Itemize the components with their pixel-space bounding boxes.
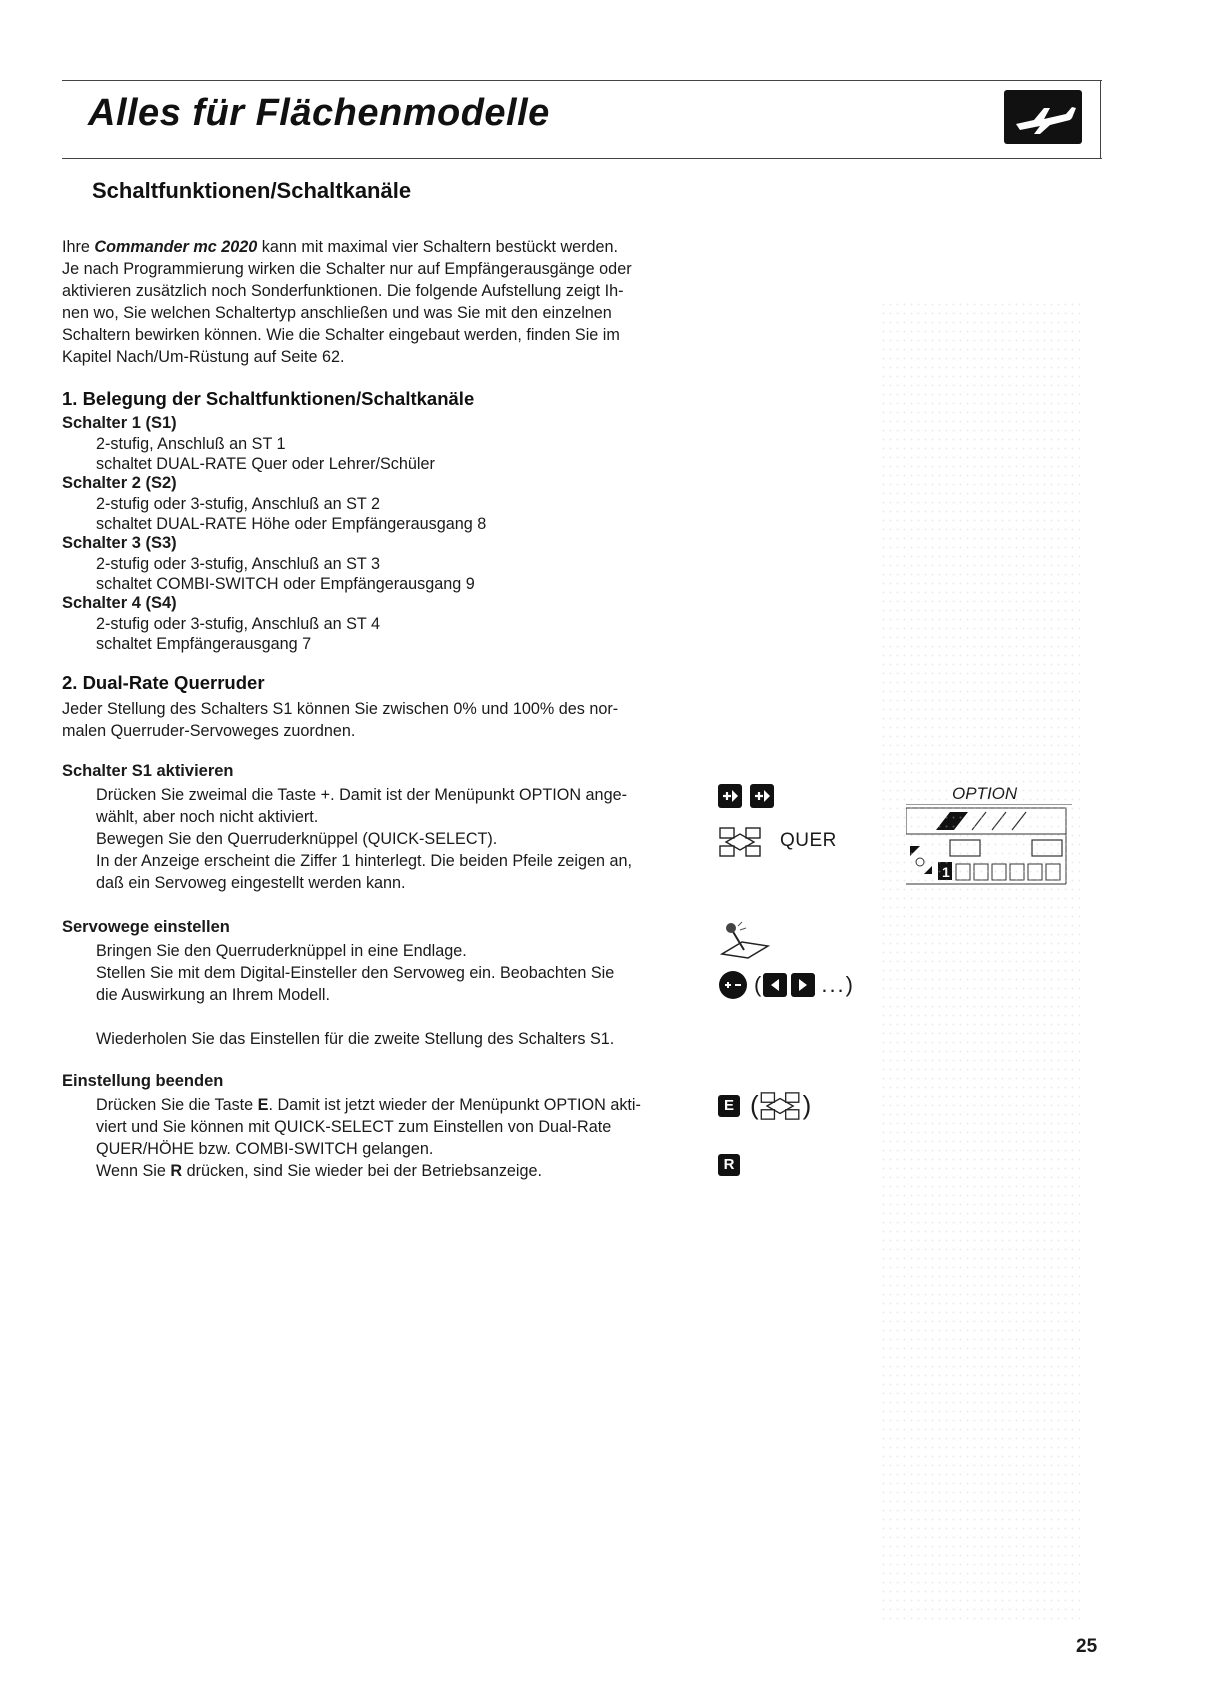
r-key-icon: R: [718, 1154, 740, 1176]
plus-key-icon: [718, 784, 782, 808]
control-stick-icon: [718, 920, 772, 965]
header-rule-bottom: [62, 158, 1102, 159]
header-rule-right: [1100, 80, 1101, 159]
switch-2-line2: schaltet DUAL-RATE Höhe oder Empfängerausgang 8: [96, 515, 487, 533]
servowege-heading: Servowege einstellen: [62, 918, 230, 936]
quick-select-icon-2: [759, 1091, 803, 1121]
dualrate-heading: 2. Dual-Rate Querruder: [62, 672, 265, 693]
scan-noise: [880, 300, 1080, 1620]
lcd-digit: 1: [942, 864, 950, 880]
brand-name: Commander mc 2020: [94, 238, 258, 256]
belegung-heading: 1. Belegung der Schaltfunktionen/Schaltkanäle: [62, 388, 475, 409]
dualrate-text: Jeder Stellung des Schalters S1 können Sie zwischen 0% und 100% des nor- malen Querruder-Servoweges zuordnen.: [62, 700, 619, 740]
switch-4-line2: schaltet Empfängerausgang 7: [96, 635, 312, 653]
airplane-icon: [1004, 90, 1082, 144]
paren-open: (: [754, 972, 762, 997]
switch-3-name: Schalter 3 (S3): [62, 534, 177, 552]
aktivieren-text: Drücken Sie zweimal die Taste +. Damit ist der Menüpunkt OPTION ange- wählt, aber noch nicht aktiviert. Bewegen Sie den Querruderknüppel (QUICK-SELECT). In der Anzeige erscheint die Ziffer 1 hinterlegt. Die beiden Pfeile zeigen an, daß ein Servoweg eingestellt werden kann.: [96, 786, 633, 892]
header-rule-top: [62, 80, 1102, 81]
switch-4-name: Schalter 4 (S4): [62, 594, 177, 612]
r-key-row: [718, 1154, 740, 1176]
e-key-row: [718, 1090, 811, 1121]
switch-1-line1: 2-stufig, Anschluß an ST 1: [96, 435, 286, 453]
switch-3-line1: 2-stufig oder 3-stufig, Anschluß an ST 3: [96, 555, 381, 573]
e-key-icon: E: [718, 1095, 740, 1117]
switch-3-line2: schaltet COMBI-SWITCH oder Empfängerausgang 9: [96, 575, 475, 593]
switch-2-line1: 2-stufig oder 3-stufig, Anschluß an ST 2: [96, 495, 381, 513]
quer-label: QUER: [780, 830, 837, 851]
switch-1-line2: schaltet DUAL-RATE Quer oder Lehrer/Schüler: [96, 455, 435, 473]
ellipsis-close: ...): [821, 972, 855, 997]
page-number: 25: [1076, 1636, 1098, 1657]
beenden-text: Drücken Sie die Taste E. Damit ist jetzt wieder der Menüpunkt OPTION akti- viert und Sie können mit QUICK-SELECT zum Einstellen von Dual-Rate QUER/HÖHE bzw. COMBI-SWITCH gelangen. Wenn Sie R drücken, sind Sie wieder bei der Betriebsanzeige.: [96, 1096, 641, 1180]
intro-paragraph: Ihre Commander mc 2020 kann mit maximal vier Schaltern bestückt werden. Je nach Programmierung wirken die Schalter nur auf Empfängerausgänge oder aktivieren zusätzlich noch Sonderfunktionen. Die folgende Aufstellung zeigt Ih- nen wo, Sie welchen Schaltertyp anschließen und was Sie mit den einzelnen Schaltern bewirken können. Wie die Schalter eingebaut werden, finden Sie im Kapitel Nach/Um-Rüstung auf Seite 62.: [62, 238, 632, 366]
quick-select-icon: [718, 826, 764, 863]
switch-4-line1: 2-stufig oder 3-stufig, Anschluß an ST 4: [96, 615, 381, 633]
paren-open-2: (: [750, 1090, 759, 1120]
section-title: Schaltfunktionen/Schaltkanäle: [92, 178, 412, 203]
arrow-keys-icon: [763, 973, 817, 997]
digital-adjuster-row: [718, 970, 855, 1000]
aktivieren-heading: Schalter S1 aktivieren: [62, 762, 234, 780]
plus-keys-pair: [718, 784, 782, 813]
servowege-repeat: Wiederholen Sie das Einstellen für die zweite Stellung des Schalters S1.: [96, 1030, 615, 1048]
beenden-heading: Einstellung beenden: [62, 1072, 224, 1090]
paren-close: ): [802, 1090, 812, 1120]
switch-1-name: Schalter 1 (S1): [62, 414, 177, 432]
lcd-title: OPTION: [952, 784, 1018, 803]
switch-2-name: Schalter 2 (S2): [62, 474, 177, 492]
page-title: Alles für Flächenmodelle: [88, 92, 550, 134]
servowege-text: Bringen Sie den Querruderknüppel in eine Endlage. Stellen Sie mit dem Digital-Einsteller den Servoweg ein. Beobachten Sie die Auswirkung an Ihrem Modell.: [96, 942, 615, 1004]
digital-adjuster-icon: [718, 970, 748, 1000]
